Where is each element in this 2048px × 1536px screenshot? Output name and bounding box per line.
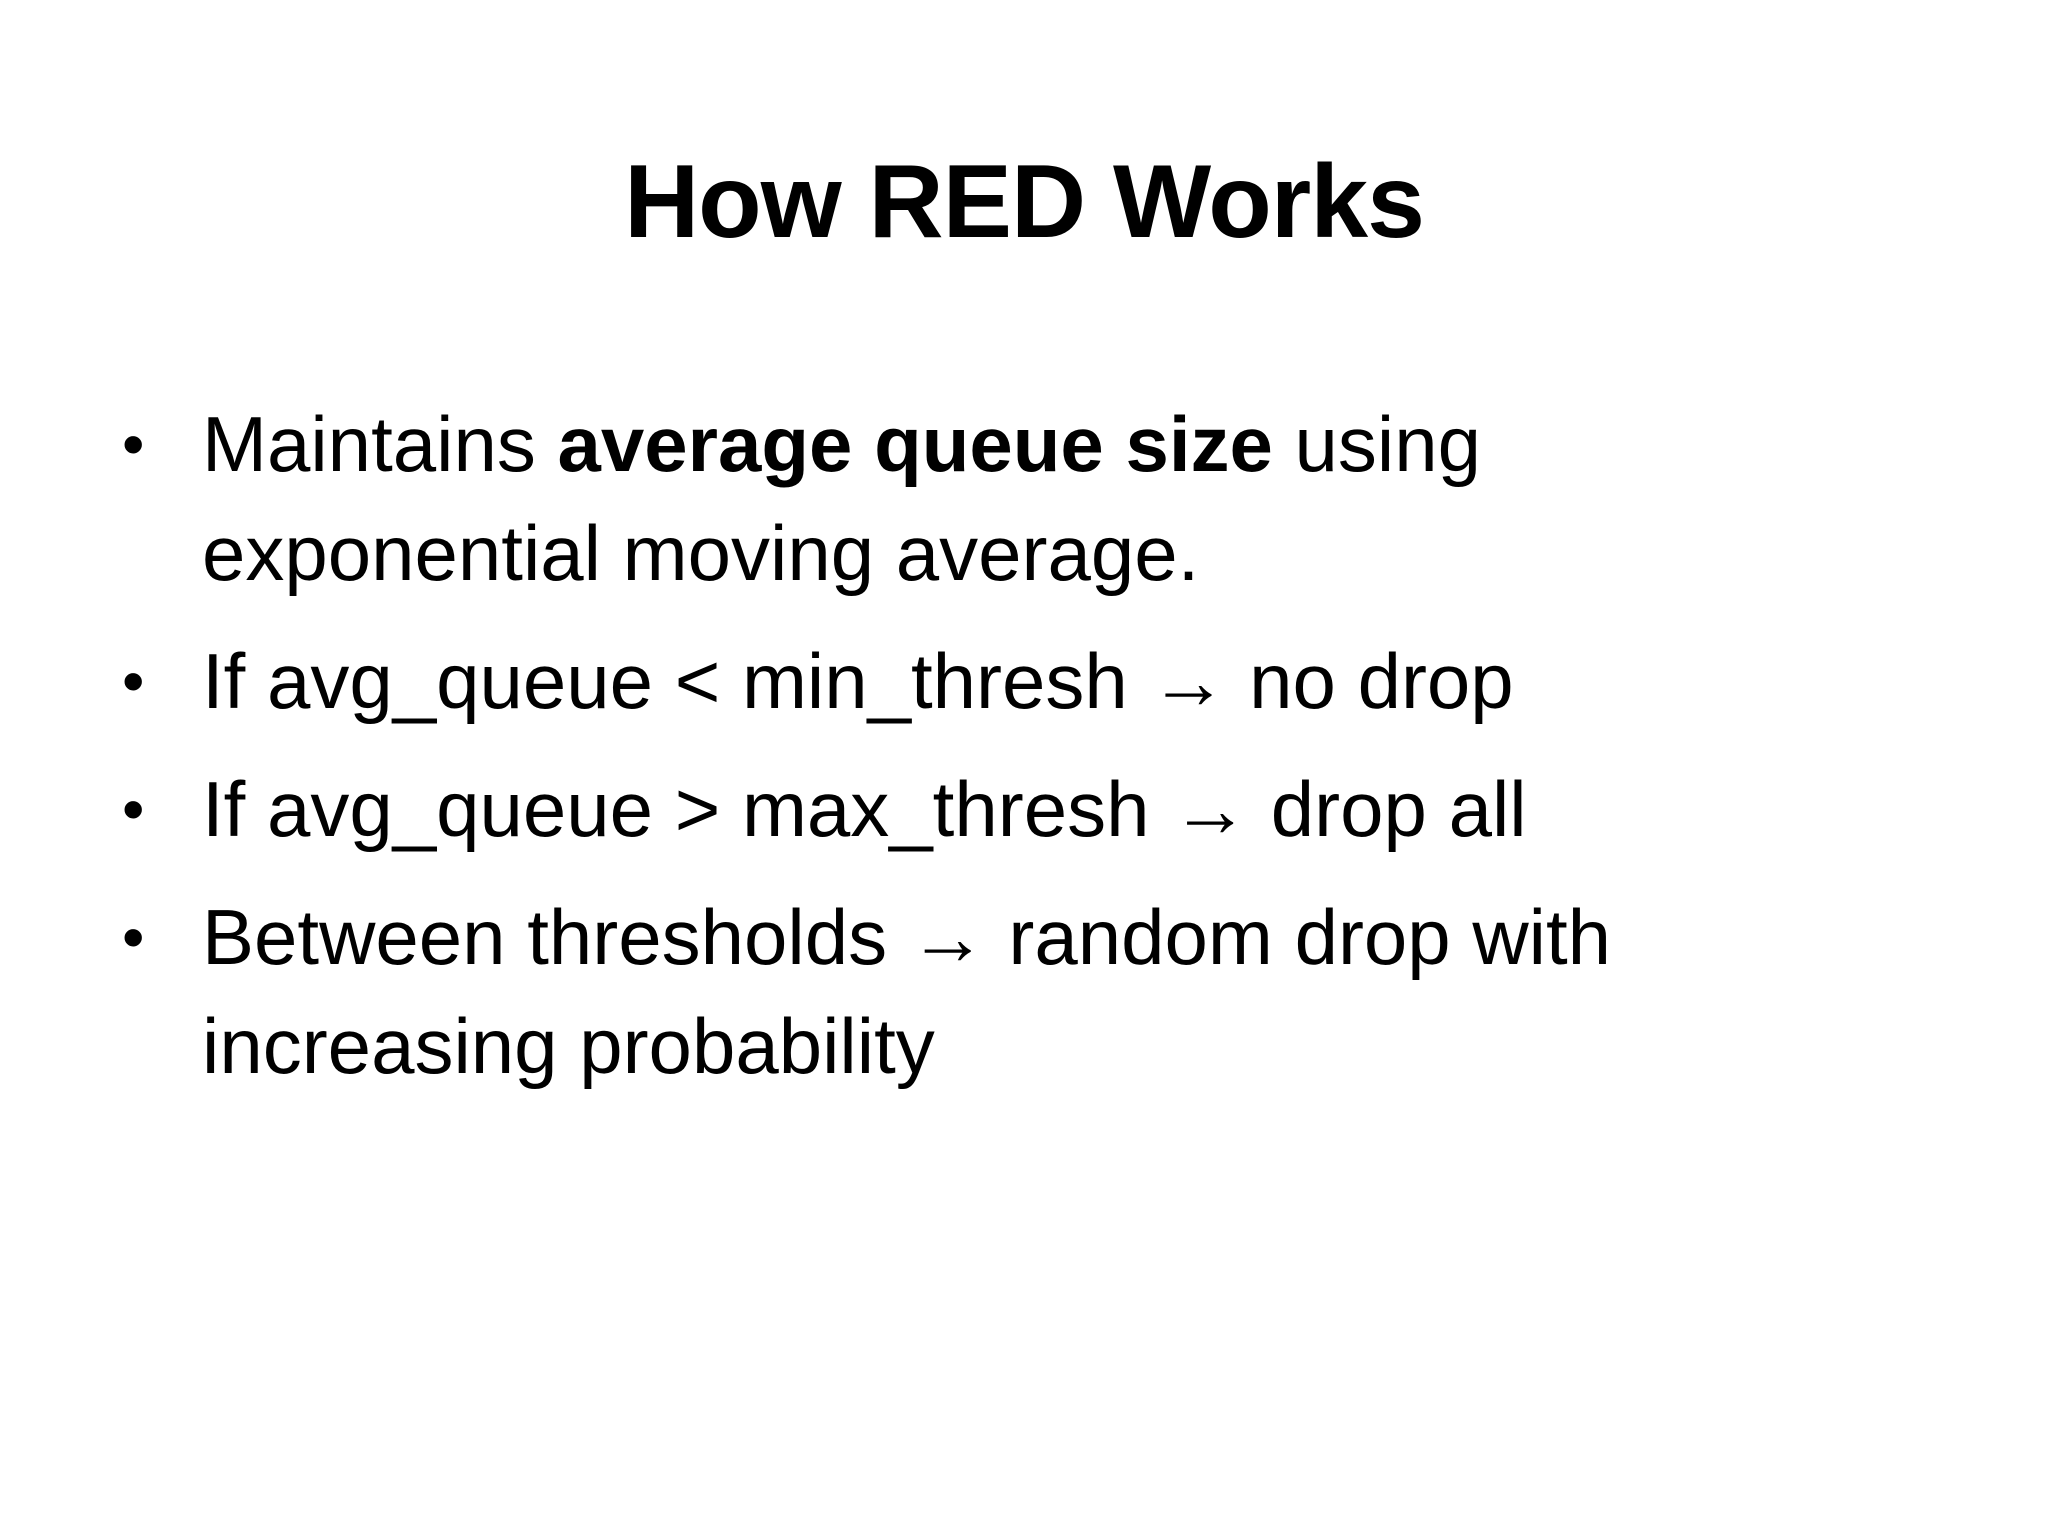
bullet-text-emphasis: average queue size [557,400,1273,488]
bullet-list [0,390,2048,1120]
bullet-icon: • [122,773,145,845]
bullet-item [0,390,2048,608]
slide-title: How RED Works [624,144,1424,260]
bullet-item [0,755,2048,864]
bullet-icon: • [122,901,145,973]
bullet-text: Between thresholds → random drop with increasing probability [202,893,1612,1090]
bullet-text: If avg_queue > max_thresh → drop all [202,765,1527,853]
bullet-text [202,400,1481,597]
bullet-text: If avg_queue < min_thresh → no drop [202,637,1514,725]
bullet-item [0,883,2048,1101]
bullet-icon: • [122,645,145,717]
bullet-text-tail: using exponential moving average. [202,400,1482,597]
bullet-icon: • [122,408,145,480]
bullet-text-lead: Maintains [202,400,558,488]
bullet-item [0,627,2048,736]
